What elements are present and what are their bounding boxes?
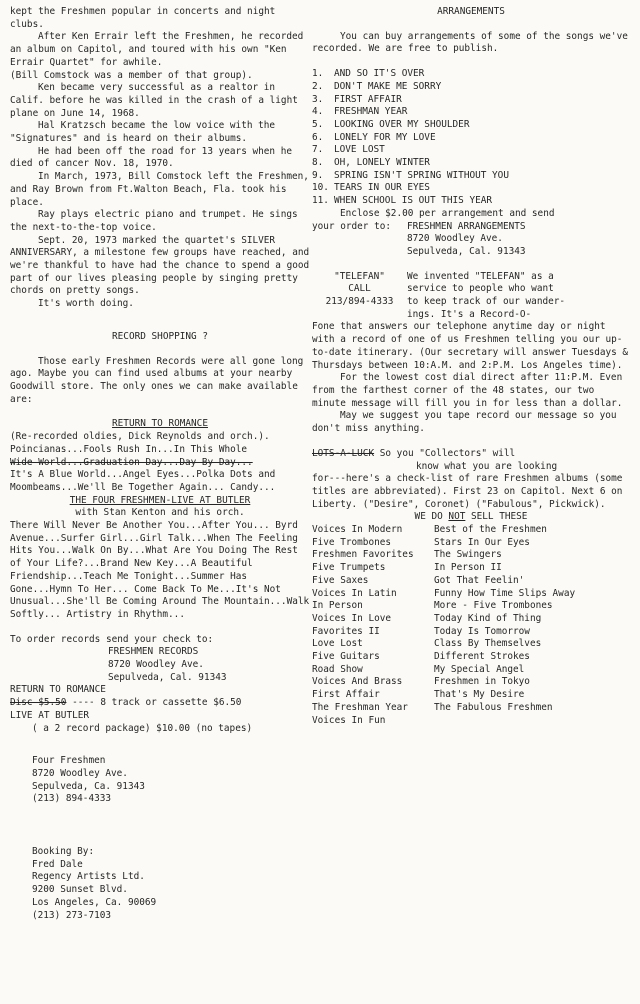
address-line: FRESHMEN ARRANGEMENTS (407, 220, 526, 232)
heading-part: WE DO (414, 511, 449, 523)
telefan-call: CALL (348, 283, 371, 295)
list-item: Five Trombones (312, 536, 392, 548)
list-item: 2. DON'T MAKE ME SORRY (312, 80, 442, 92)
telefan-side-text (407, 271, 630, 322)
return-to-romance-songs (10, 444, 310, 495)
telefan-body3: May we suggest you tape record our message so you don't miss anything. (312, 410, 617, 435)
order-label: your order to: (312, 220, 392, 232)
list-item: Voices In Love (312, 612, 392, 624)
list-item: More - Five Trombones (434, 600, 553, 612)
telefan-number: 213/894-4333 (325, 296, 394, 308)
heading-part: SELL THESE (465, 511, 528, 523)
list-item: 3. FIRST AFFAIR (312, 93, 402, 105)
paragraph: In March, 1973, Bill Comstock left the Freshmen, and Ray Brown from Ft.Walton Beach, Fla. took his place. (10, 171, 309, 208)
paragraph: It's worth doing. (38, 298, 134, 310)
list-item: In Person II (434, 562, 502, 574)
list-item: Voices In Modern (312, 524, 403, 536)
return-to-romance-heading: RETURN TO ROMANCE (112, 418, 208, 430)
list-item: Class By Themselves (434, 638, 542, 650)
list-item: That's My Desire (434, 689, 525, 701)
list-item: Today Is Tomorrow (434, 625, 530, 637)
songs-line: It's A Blue World...Angel Eyes...Polka Dots and Moombeams...We'll Be Together Again... Candy... (10, 469, 276, 493)
booking-line: Booking By: (32, 846, 95, 858)
right-column (312, 6, 630, 727)
telefan-label (312, 271, 407, 322)
songs-struck-line: Wide World...Graduation Day...Day By Day... (10, 456, 253, 468)
album-column-1 (312, 524, 434, 727)
paragraph: He had been off the road for 13 years when he died of cancer Nov. 18, 1970. (10, 145, 292, 170)
text-line: service to people who want (407, 283, 554, 295)
heading-not: NOT (448, 511, 466, 523)
list-item: 7. LOVE LOST (312, 144, 385, 156)
booking-line: Regency Artists Ltd. (32, 871, 145, 883)
history-text (10, 6, 310, 311)
collectors-intro: So you "Collectors" will (374, 447, 516, 459)
order-intro: To order records send your check to: (10, 633, 214, 645)
contact-address (32, 755, 310, 806)
arrangements-intro: You can buy arrangements of some of the songs we've recorded. We are free to publish. (312, 30, 628, 55)
price-rest: ---- 8 track or cassette $6.50 (66, 697, 242, 709)
list-item: Voices And Brass (312, 676, 403, 688)
list-item: Voices In Fun (312, 714, 386, 726)
lots-a-luck-struck: LOTS-A-LUCK (312, 447, 375, 459)
collectors-line2: know what you are looking (416, 460, 558, 472)
order-price (10, 697, 310, 710)
list-item: 9. SPRING ISN'T SPRING WITHOUT YOU (312, 169, 509, 181)
list-item: Five Trumpets (312, 562, 386, 574)
live-at-butler-sub: with Stan Kenton and his orch. (75, 507, 245, 519)
arrangements-enclose: Enclose $2.00 per arrangement and send (340, 207, 555, 219)
contact-line: Four Freshmen (32, 755, 106, 767)
struck-price: Disc $5.50 (10, 697, 67, 709)
left-column (10, 6, 310, 922)
text-line: We invented "TELEFAN" as a (407, 270, 554, 282)
booking-line: Fred Dale (32, 858, 83, 870)
paragraph: kept the Freshmen popular in concerts and night clubs. (10, 6, 276, 30)
album-checklist (312, 524, 630, 727)
order-item: RETURN TO ROMANCE (10, 684, 106, 696)
list-item: 4. FRESHMAN YEAR (312, 106, 408, 118)
contact-line: (213) 894-4333 (32, 793, 112, 805)
order-price: ( a 2 record package) $10.00 (no tapes) (32, 722, 253, 734)
list-item: Road Show (312, 663, 363, 675)
list-item: Five Saxes (312, 574, 369, 586)
list-item: First Affair (312, 689, 380, 701)
list-item: 6. LONELY FOR MY LOVE (312, 131, 436, 143)
list-item: Love Lost (312, 638, 363, 650)
record-shopping-text: Those early Freshmen Records were all gone long ago. Maybe you can find used albums at your nearby Goodwill store. The only ones we can make available are: (10, 355, 304, 405)
paragraph: After Ken Errair left the Freshmen, he recorded an album on Capitol, and toured with his own "Ken Errair Quartet" for awhile. (10, 31, 304, 68)
arrangements-order (312, 221, 630, 259)
list-item: 5. LOOKING OVER MY SHOULDER (312, 118, 470, 130)
order-address (10, 646, 310, 684)
return-to-romance-desc: (Re-recorded oldies, Dick Reynolds and orch.). (10, 431, 270, 443)
paragraph: Ray plays electric piano and trumpet. He sings the next-to-the-top voice. (10, 209, 298, 233)
list-item: Funny How Time Slips Away (434, 587, 576, 599)
booking-line: Los Angeles, Ca. 90069 (32, 896, 157, 908)
list-item: 8. OH, LONELY WINTER (312, 157, 430, 169)
booking-line: (213) 273-7103 (32, 909, 112, 921)
live-at-butler-songs: There Will Never Be Another You...After You... Byrd Avenue...Surfer Girl...Girl Talk...When The Feeling Hits You...Walk On By...What Are You Doing The Rest of Your Life?...Brand New Key...A Beautiful Friendship...Teach Me Tonight...Summer Has Gone...Hymn To Her... Come Back To Me...It's Not Unusual...She'll Be Coming Around The Mountain...Walk Softly... Artistry in Rhythm... (10, 520, 310, 620)
list-item: 11. WHEN SCHOOL IS OUT THIS YEAR (312, 195, 493, 207)
do-not-sell-heading (312, 511, 630, 524)
order-item: LIVE AT BUTLER (10, 709, 90, 721)
collectors-body: for---here's a check-list of rare Freshmen albums (some titles are abbreviated). First 23 on Capitol. Next 6 on Liberty. ("Desire", Coronet) ("Fabulous", Pickwick). (312, 473, 623, 510)
address-line: Sepulveda, Cal. 91343 (108, 671, 227, 683)
list-item: Different Strokes (434, 651, 530, 663)
list-item: The Freshman Year (312, 701, 408, 713)
address-line: Sepulveda, Cal. 91343 (407, 245, 526, 257)
paragraph: Sept. 20, 1973 marked the quartet's SILVER ANNIVERSARY, a milestone few groups have reached, and we're thankful to have had the chance to spend a good part of our lives pleasing people by singing pretty chords on pretty songs. (10, 234, 310, 297)
address-line: 8720 Woodley Ave. (108, 659, 204, 671)
album-column-2 (434, 524, 630, 727)
text-line: ings. It's a Record-O- (407, 308, 532, 320)
list-item: In Person (312, 600, 363, 612)
list-item: The Swingers (434, 549, 502, 561)
telefan-body2: For the lowest cost dial direct after 11:P.M. Even from the farthest corner of the 48 states, our two minute message will fill you in for less than a dollar. (312, 372, 623, 409)
address-line: FRESHMEN RECORDS (108, 646, 199, 658)
record-shopping-heading: RECORD SHOPPING ? (112, 330, 208, 342)
contact-line: 8720 Woodley Ave. (32, 767, 128, 779)
arrangements-heading: ARRANGEMENTS (437, 6, 505, 17)
paragraph: (Bill Comstock was a member of that group). (10, 69, 253, 81)
paragraph: Hal Kratzsch became the low voice with the "Signatures" and is heard on their albums. (10, 120, 276, 145)
list-item: Voices In Latin (312, 587, 397, 599)
booking-block (32, 846, 310, 922)
list-item: My Special Angel (434, 663, 525, 675)
arrangements-list (312, 68, 630, 208)
telefan-body: Fone that answers our telephone anytime day or night with a record of one of us Freshmen telling you our up-to-date itinerary. (Our secretary will answer Tuesdays & Thursdays between 10:A.M. and 2:P.M. Los Angeles time). (312, 321, 629, 371)
text-line: to keep track of our wander- (407, 296, 566, 308)
list-item: Five Guitars (312, 651, 380, 663)
list-item: Best of the Freshmen (434, 524, 547, 536)
list-item: Stars In Our Eyes (434, 536, 530, 548)
list-item: 1. AND SO IT'S OVER (312, 68, 425, 80)
list-item: Today Kind of Thing (434, 612, 542, 624)
live-at-butler-heading: THE FOUR FRESHMEN-LIVE AT BUTLER (69, 494, 251, 506)
list-item: The Fabulous Freshmen (434, 701, 553, 713)
list-item: 10. TEARS IN OUR EYES (312, 182, 430, 194)
contact-line: Sepulveda, Ca. 91343 (32, 780, 145, 792)
booking-line: 9200 Sunset Blvd. (32, 884, 128, 896)
telefan-block (312, 271, 630, 322)
telefan-title: "TELEFAN" (334, 270, 385, 282)
list-item: Favorites II (312, 625, 380, 637)
list-item: Got That Feelin' (434, 574, 525, 586)
list-item: Freshmen in Tokyo (434, 676, 530, 688)
collectors-line1 (312, 448, 630, 461)
songs-line: Poincianas...Fools Rush In...In This Whole (10, 443, 248, 455)
address-line: 8720 Woodley Ave. (407, 233, 503, 245)
list-item: Freshmen Favorites (312, 549, 414, 561)
paragraph: Ken became very successful as a realtor in Calif. before he was killed in the crash of a light plane on June 14, 1968. (10, 82, 298, 119)
